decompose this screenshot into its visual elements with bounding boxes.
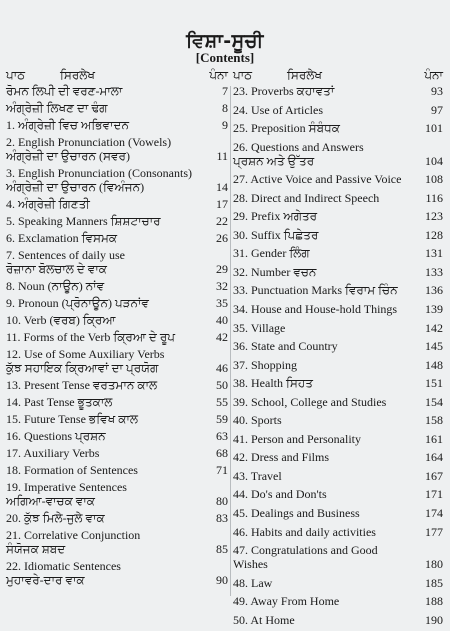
entry-title: 46. Habits and daily activities — [233, 524, 376, 539]
contents-entry — [6, 84, 228, 98]
contents-entry — [6, 463, 228, 477]
entry-title: 24. Use of Articles — [233, 102, 323, 117]
entry-title: 27. Active Voice and Passive Voice — [233, 172, 402, 187]
entry-title: 50. At Home — [233, 612, 295, 627]
entry-title: 33. Punctuation Marks ਵਿਰਾਮ ਚਿੰਨ — [233, 283, 398, 298]
entry-title: 20. ਕੁੱਝ ਮਿਲੇ-ਜੁਲੇ ਵਾਕ — [6, 511, 105, 525]
entry-page-number: 174 — [425, 506, 443, 521]
contents-entry — [233, 228, 443, 242]
entry-page-number: 55 — [216, 395, 228, 409]
contents-entry — [233, 172, 443, 186]
entry-title: 22. Idiomatic Sentences ਮੁਹਾਵਰੇ-ਦਾਰ ਵਾਕ — [6, 559, 121, 587]
entry-title: 45. Dealings and Business — [233, 506, 360, 521]
page-header: ਪੰਨਾ — [424, 67, 443, 82]
page-subtitle: [Contents] — [195, 50, 255, 65]
entry-title: 35. Village — [233, 320, 286, 335]
entry-title: 2. English Pronunciation (Vowels) ਅੰਗ੍ਰੇਜ਼ੀ ਦਾ ਉਚਾਰਨ (ਸਵਰ) — [6, 135, 172, 163]
entry-title: 11. Forms of the Verb ਕ੍ਰਿਆ ਦੇ ਰੂਪ — [6, 330, 175, 344]
contents-entry — [6, 429, 228, 443]
lesson-header: ਪਾਠ — [233, 67, 253, 82]
entry-title: 30. Suffix ਪਿਛੇਤਰ — [233, 227, 319, 242]
contents-entry — [233, 469, 443, 483]
entry-title: 9. Pronoun (ਪ੍ਰੋਨਾਊਨ) ਪੜਨਾਂਵ — [6, 296, 149, 310]
entry-title: 10. Verb (ਵਰਬ) ਕ੍ਰਿਆ — [6, 313, 116, 327]
entry-title: 4. ਅੰਗ੍ਰੇਜ਼ੀ ਗਿਣਤੀ — [6, 197, 90, 211]
entry-page-number: 11 — [216, 149, 228, 163]
entry-title: 1. ਅੰਗ੍ਰੇਜ਼ੀ ਵਿਚ ਅਭਿਵਾਦਨ — [6, 118, 129, 132]
contents-entry — [6, 197, 228, 211]
column-header-right — [233, 66, 443, 84]
contents-entry — [6, 511, 228, 525]
entry-page-number: 104 — [425, 153, 443, 168]
entry-page-number: 26 — [216, 231, 228, 245]
entry-title: 16. Questions ਪ੍ਰਸ਼ਨ — [6, 429, 106, 443]
contents-entry — [233, 413, 443, 427]
contents-entry — [6, 528, 228, 556]
contents-entry — [233, 543, 443, 571]
contents-entry — [6, 118, 228, 132]
entry-page-number: 83 — [216, 511, 228, 525]
entry-page-number: 167 — [425, 468, 443, 483]
contents-entry — [233, 358, 443, 372]
contents-entry — [6, 446, 228, 460]
entry-page-number: 123 — [425, 209, 443, 224]
entry-title: 12. Use of Some Auxiliary Verbs ਕੁੱਝ ਸਹਾਇਕ ਕ੍ਰਿਆਵਾਂ ਦਾ ਪ੍ਰਯੋਗ — [6, 347, 165, 375]
entry-page-number: 68 — [216, 446, 228, 460]
contents-entry — [233, 525, 443, 539]
entry-page-number: 7 — [222, 84, 228, 98]
entry-page-number: 59 — [216, 412, 228, 426]
entry-page-number: 50 — [216, 378, 228, 392]
entry-title: ਰੋਮਨ ਲਿਪੀ ਦੀ ਵਰਣ-ਮਾਲਾ — [6, 84, 123, 98]
entry-title: 8. Noun (ਨਾਊਨ) ਨਾਂਵ — [6, 279, 105, 293]
entry-page-number: 177 — [425, 524, 443, 539]
entry-title: 34. House and House-hold Things — [233, 302, 398, 317]
contents-entry — [233, 283, 443, 297]
contents-entry — [6, 231, 228, 245]
contents-entry — [6, 559, 228, 587]
entry-page-number: 154 — [425, 394, 443, 409]
entry-title: 44. Do's and Don'ts — [233, 487, 327, 502]
entry-title: 3. English Pronunciation (Consonants) ਅੰਗ੍ਰੇਜ਼ੀ ਦਾ ਉਚਾਰਨ (ਵਿਅੰਜਨ) — [6, 166, 192, 194]
contents-entry — [233, 395, 443, 409]
contents-entry — [6, 101, 228, 115]
entry-page-number: 17 — [216, 197, 228, 211]
page-title: ਵਿਸ਼ਾ-ਸੂਚੀ — [186, 30, 264, 52]
heading-header: ਸਿਰਲੇਖ — [287, 67, 323, 82]
entry-page-number: 80 — [216, 494, 228, 508]
entry-title: 39. School, College and Studies — [233, 394, 387, 409]
contents-entry — [233, 506, 443, 520]
entry-title: 25. Preposition ਸੰਬੰਧਕ — [233, 121, 340, 136]
contents-entry — [6, 480, 228, 508]
entry-title: 21. Correlative Conjunction ਸੰਯੋਜਕ ਸ਼ਬਦ — [6, 528, 141, 556]
entry-title: 31. Gender ਲਿੰਗ — [233, 246, 310, 261]
entry-page-number: 85 — [216, 542, 228, 556]
entry-page-number: 63 — [216, 429, 228, 443]
contents-entry — [233, 103, 443, 117]
lesson-header: ਪਾਠ — [6, 67, 26, 82]
contents-list-left — [6, 84, 228, 587]
contents-entry — [6, 135, 228, 163]
contents-entry — [6, 378, 228, 392]
entry-page-number: 116 — [425, 190, 443, 205]
entry-title: 14. Past Tense ਭੂਤਕਾਲ — [6, 395, 113, 409]
entry-page-number: 42 — [216, 330, 228, 344]
contents-entry — [233, 450, 443, 464]
entry-page-number: 133 — [425, 264, 443, 279]
contents-entry — [233, 432, 443, 446]
contents-entry — [233, 265, 443, 279]
entry-title: 42. Dress and Films — [233, 450, 329, 465]
entry-page-number: 164 — [425, 450, 443, 465]
contents-entry — [6, 395, 228, 409]
entry-page-number: 8 — [222, 101, 228, 115]
contents-entry — [6, 296, 228, 310]
entry-page-number: 139 — [425, 302, 443, 317]
entry-title: 40. Sports — [233, 413, 282, 428]
entry-page-number: 131 — [425, 246, 443, 261]
contents-entry — [233, 121, 443, 135]
entry-page-number: 71 — [216, 463, 228, 477]
contents-list-right — [233, 84, 443, 627]
contents-entry — [233, 321, 443, 335]
entry-title: 19. Imperative Sentences ਅਗਿਆ-ਵਾਚਕ ਵਾਕ — [6, 480, 127, 508]
entry-title: 28. Direct and Indirect Speech — [233, 190, 380, 205]
entry-page-number: 29 — [216, 262, 228, 276]
contents-entry — [233, 339, 443, 353]
entry-page-number: 188 — [425, 594, 443, 609]
entry-page-number: 90 — [216, 573, 228, 587]
entry-title: 26. Questions and Answers ਪ੍ਰਸ਼ਨ ਅਤੇ ਉੱਤਰ — [233, 139, 364, 168]
contents-entry — [6, 313, 228, 327]
entry-title: 5. Speaking Manners ਸ਼ਿਸ਼ਟਾਚਾਰ — [6, 214, 161, 228]
contents-entry — [6, 166, 228, 194]
entry-title: 38. Health ਸਿਹਤ — [233, 376, 313, 391]
entry-page-number: 185 — [425, 575, 443, 590]
entry-page-number: 22 — [216, 214, 228, 228]
contents-entry — [233, 376, 443, 390]
entry-title: 47. Congratulations and Good Wishes — [233, 543, 378, 572]
contents-column-right — [233, 66, 443, 631]
entry-page-number: 108 — [425, 172, 443, 187]
entry-page-number: 151 — [425, 376, 443, 391]
entry-title: 37. Shopping — [233, 357, 298, 372]
entry-title: ਅੰਗ੍ਰੇਜ਼ੀ ਲਿਖਣ ਦਾ ਢੰਗ — [6, 101, 108, 115]
contents-column-left — [6, 66, 228, 590]
entry-title: 13. Present Tense ਵਰਤਮਾਨ ਕਾਲ — [6, 378, 158, 392]
contents-entry — [233, 84, 443, 98]
contents-entry — [233, 209, 443, 223]
contents-entry — [233, 613, 443, 627]
contents-entry — [233, 302, 443, 316]
page-header: ਪੰਨਾ — [209, 67, 228, 82]
entry-title: 23. Proverbs ਕਹਾਵਤਾਂ — [233, 84, 335, 98]
contents-entry — [6, 330, 228, 344]
entry-title: 15. Future Tense ਭਵਿਖ ਕਾਲ — [6, 412, 138, 426]
contents-entry — [233, 140, 443, 168]
entry-page-number: 9 — [222, 118, 228, 132]
entry-title: 29. Prefix ਅਗੇਤਰ — [233, 209, 318, 224]
entry-page-number: 40 — [216, 313, 228, 327]
entry-title: 6. Exclamation ਵਿਸਮਕ — [6, 231, 118, 245]
entry-page-number: 32 — [216, 279, 228, 293]
contents-entry — [233, 594, 443, 608]
contents-entry — [6, 412, 228, 426]
heading-header: ਸਿਰਲੇਖ — [60, 67, 96, 82]
entry-page-number: 148 — [425, 357, 443, 372]
entry-page-number: 35 — [216, 296, 228, 310]
entry-title: 18. Formation of Sentences — [6, 463, 138, 477]
contents-entry — [233, 576, 443, 590]
entry-page-number: 171 — [425, 487, 443, 502]
entry-page-number: 145 — [425, 339, 443, 354]
entry-title: 7. Sentences of daily use ਰੋਜ਼ਾਨਾ ਬੋਲਚਾਲ ਦੇ ਵਾਕ — [6, 248, 125, 276]
entry-page-number: 14 — [216, 180, 228, 194]
entry-page-number: 136 — [425, 283, 443, 298]
entry-page-number: 101 — [425, 121, 443, 136]
entry-page-number: 180 — [425, 557, 443, 572]
contents-entry — [233, 191, 443, 205]
contents-entry — [6, 347, 228, 375]
entry-title: 41. Person and Personality — [233, 431, 361, 446]
contents-entry — [6, 279, 228, 293]
entry-page-number: 158 — [425, 413, 443, 428]
entry-page-number: 97 — [431, 102, 443, 117]
contents-entry — [233, 246, 443, 260]
entry-title: 48. Law — [233, 575, 273, 590]
contents-entry — [233, 487, 443, 501]
column-header-left — [6, 66, 228, 84]
entry-title: 49. Away From Home — [233, 594, 340, 609]
entry-title: 36. State and Country — [233, 339, 338, 354]
entry-page-number: 46 — [216, 361, 228, 375]
contents-entry — [6, 214, 228, 228]
entry-page-number: 128 — [425, 227, 443, 242]
entry-page-number: 190 — [425, 612, 443, 627]
entry-title: 32. Number ਵਚਨ — [233, 264, 317, 279]
entry-title: 43. Travel — [233, 468, 282, 483]
entry-page-number: 93 — [431, 84, 443, 98]
contents-entry — [6, 248, 228, 276]
entry-title: 17. Auxiliary Verbs — [6, 446, 100, 460]
entry-page-number: 161 — [425, 431, 443, 446]
entry-page-number: 142 — [425, 320, 443, 335]
column-divider — [230, 86, 231, 596]
